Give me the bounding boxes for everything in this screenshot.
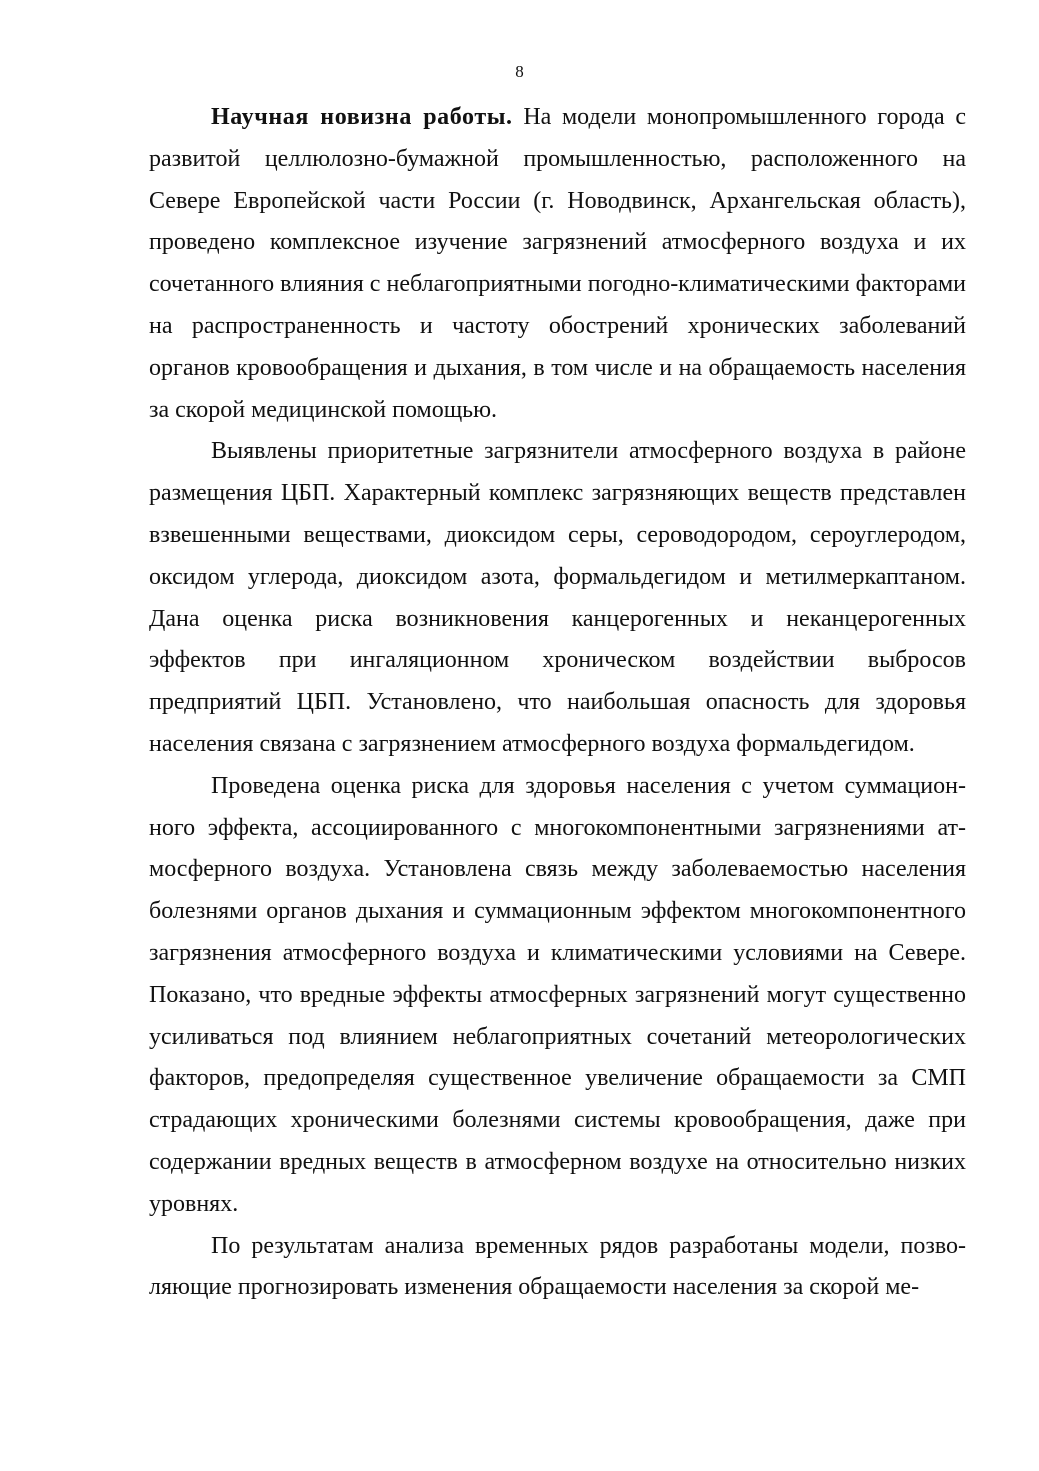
page-number: 8 bbox=[515, 62, 524, 81]
paragraph-text: Проведена оценка риска для здоровья населения с учетом суммационного эффекта, ассоциированного с многокомпонентными загрязнениями атмосферного воздуха. Установлена связь между заболеваемостью населения болезнями органов дыхания и суммационным эффектом многокомпонентного загрязнения атмосферного воздуха и климатическими условиями на Севере. Показано, что вредные эффекты атмосферных загрязнений могут существенно усиливаться под влиянием неблагоприятных сочетаний метеорологических факторов, предопределяя существенное увеличение обращаемости за СМП страдающих хроническими болезнями системы кровообращения, даже при содержании вредных веществ в атмосферном воздухе на относительно низких уровнях. bbox=[149, 772, 966, 1217]
paragraph-pollutants bbox=[149, 431, 966, 765]
paragraph-scientific-novelty bbox=[149, 97, 966, 431]
document-body bbox=[149, 97, 966, 1309]
paragraph-lead-heading: Научная новизна работы. bbox=[211, 104, 513, 130]
paragraph-time-series bbox=[149, 1226, 966, 1310]
paragraph-text: Выявлены приоритетные загрязнители атмосферного воздуха в районе размещения ЦБП. Характерный комплекс загрязняющих веществ представлен взвешенными веществами, диоксидом серы, сероводородом, сероуглеродом, оксидом углерода, диоксидом азота, формальдегидом и метилмеркаптаном. Дана оценка риска возникновения канцерогенных и неканцерогенных эффектов при ингаляционном хроническом воздействии выбросов предприятий ЦБП. Установлено, что наибольшая опасность для здоровья населения связана с загрязнением атмосферного воздуха формальдегидом. bbox=[149, 438, 966, 757]
paragraph-text: По результатам анализа временных рядов разработаны модели, позволяющие прогнозировать изменения обращаемости населения за скорой ме- bbox=[149, 1232, 966, 1301]
paragraph-risk-assessment bbox=[149, 766, 966, 1226]
paragraph-text: На модели монопромышленного города с развитой целлюлозно-бумажной промышленностью, расположенного на Севере Европейской части России (г. Новодвинск, Архангельская область), проведено комплексное изучение загрязнений атмосферного воздуха и их сочетанного влияния с неблагоприятными погодно-климатическими факторами на распространенность и частоту обострений хронических заболеваний органов кровообращения и дыхания, в том числе и на обращаемость населения за скорой медицинской помощью. bbox=[149, 104, 966, 423]
